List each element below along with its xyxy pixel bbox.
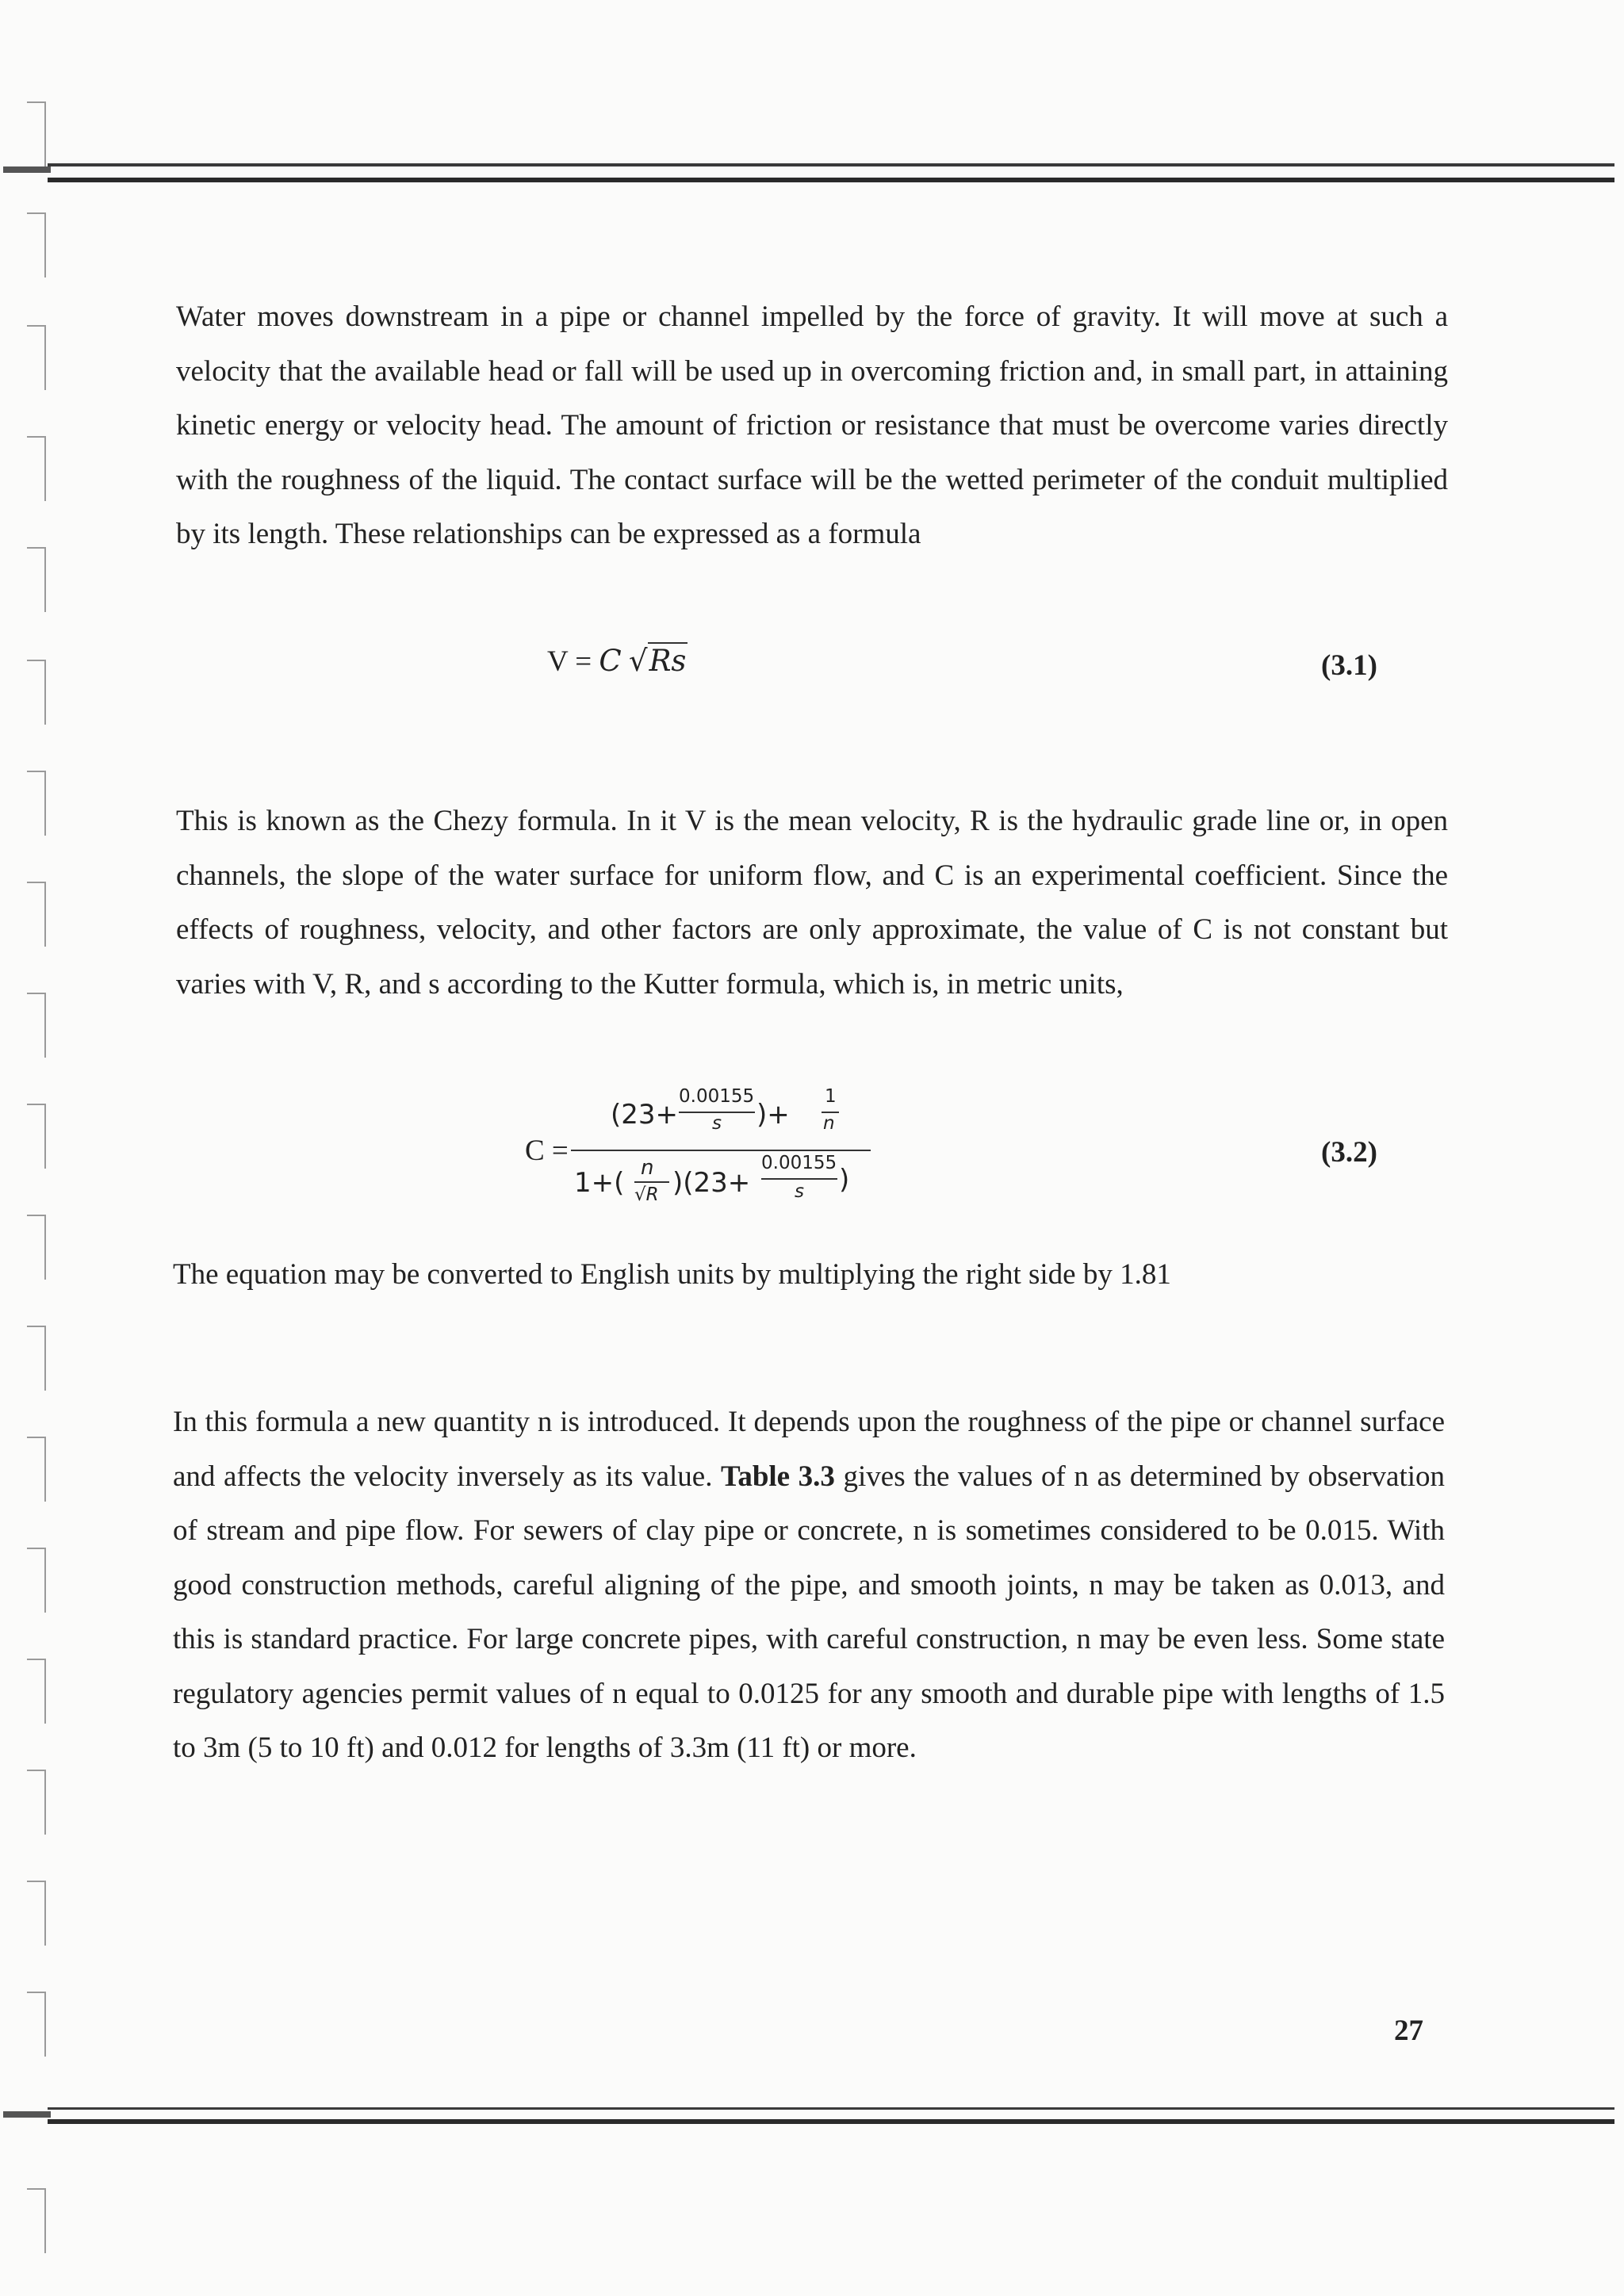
equation-radicand: Rs <box>649 644 687 678</box>
margin-mark <box>27 1215 46 1280</box>
sqrt-symbol: √ <box>628 644 648 678</box>
margin-mark <box>27 1992 46 2057</box>
denominator-n: n <box>641 1156 654 1180</box>
table-reference: Table 3.3 <box>721 1460 835 1493</box>
margin-mark <box>27 547 46 612</box>
paragraph-chezy: This is known as the Chezy formula. In it V is the mean velocity, R is the hydraulic grade line or, in open channels, the slope of the water surface for uniform flow, and C is an experimental coefficient. Since the effects of roughness, velocity, and other factors are only approximate, the value of C is not constant but varies with V, R, and s according to the Kutter formula, which is, in metric units, <box>176 805 1448 1001</box>
denominator-frac-top: 0.00155 <box>761 1153 837 1173</box>
margin-mark <box>27 2188 46 2253</box>
top-rule <box>48 163 1614 182</box>
denominator-sqrt-r: √R <box>634 1184 659 1205</box>
margin-mark <box>27 1881 46 1946</box>
equation-number-3-2: (3.2) <box>1321 1136 1377 1169</box>
margin-mark <box>27 1104 46 1169</box>
roughness-text-end: gives the values of n as determined by observation of stream and pipe flow. For sewers of clay pipe or concrete, n is sometimes considered to be 0.015. With good construction methods, careful aligning of the pipe, and smooth joints, n may be taken as 0.013, and this is standard practice. For large concrete pipes, with careful construction, n may be even less. Some state regulatory agencies permit values of n equal to 0.0125 for any smooth and durable pipe with lengths of 1.5 to 3m (5 to 10 ft) and 0.012 for lengths of 3.3m (11 ft) or more. <box>173 1460 1446 1764</box>
margin-mark <box>27 1770 46 1835</box>
bottom-rule-stub <box>3 2111 51 2118</box>
margin-mark <box>27 1437 46 1502</box>
denominator-frac-bottom: s <box>795 1181 804 1202</box>
paragraph-intro: Water moves downstream in a pipe or channel impelled by the force of gravity. It will move at such a velocity that the available head or fall will be used up in overcoming friction and, in small part, in attaining kinetic energy or velocity head. The amount of friction or resistance that must be overcome varies directly with the roughness of the liquid. The contact surface will be the wetted perimeter of the conduit multiplied by its length. These relationships can be expressed as a formula <box>176 300 1448 550</box>
numerator-one: 1 <box>825 1086 837 1107</box>
equation-chezy <box>547 644 688 679</box>
numerator-frac-top: 0.00155 <box>679 1086 755 1107</box>
equation-lhs: C = <box>525 1135 569 1167</box>
denominator-start: 1+( <box>574 1167 625 1199</box>
numerator-close-plus: )+ <box>756 1099 790 1131</box>
margin-mark <box>27 993 46 1058</box>
numerator-open: (23+ <box>611 1099 679 1131</box>
denominator-mid: )(23+ <box>672 1167 751 1199</box>
numerator-n: n <box>823 1113 835 1134</box>
margin-mark <box>27 1326 46 1391</box>
margin-mark <box>27 212 46 277</box>
denominator-close: ) <box>839 1164 850 1196</box>
margin-mark <box>27 771 46 836</box>
denominator-n-bar <box>634 1181 669 1183</box>
margin-mark <box>27 1548 46 1613</box>
equation-number-3-1: (3.1) <box>1321 649 1377 682</box>
paragraph-english-units: The equation may be converted to English units by multiplying the right side by 1.81 <box>173 1258 1171 1291</box>
roughness-text-start: In this formula a new quantity n is introduced. It depends upon the roughness of the pipe or channel surface and affects the velocity inversely as its value. <box>173 1406 1445 1493</box>
equation-lhs: V = <box>547 645 599 678</box>
denominator-frac-bar <box>761 1178 837 1180</box>
bottom-rule <box>48 2107 1614 2124</box>
top-rule-stub <box>3 166 51 173</box>
margin-mark <box>27 101 46 166</box>
equation-coefficient: C <box>599 644 622 678</box>
margin-mark <box>27 660 46 725</box>
numerator-frac-bottom: s <box>712 1113 722 1134</box>
margin-mark <box>27 436 46 501</box>
margin-mark <box>27 325 46 390</box>
main-fraction-bar <box>571 1150 871 1151</box>
margin-mark <box>27 1659 46 1724</box>
margin-mark <box>27 882 46 947</box>
page-number: 27 <box>1394 2015 1423 2047</box>
paragraph-roughness <box>173 1395 1445 1776</box>
